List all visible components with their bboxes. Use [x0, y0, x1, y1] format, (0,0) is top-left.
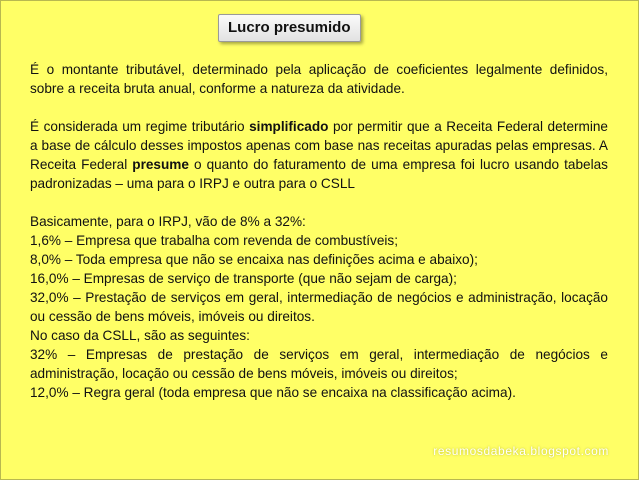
regime-text-2: por permitir que a Receita Federal determine a base de cálculo desses impostos apenas com base nas receitas apuradas pelas empresas. A Receita Federal: [30, 119, 608, 172]
csll-intro: No caso da CSLL, são as seguintes:: [30, 328, 250, 343]
regime-paragraph: [30, 117, 608, 193]
blog-watermark: resumosdabeka.blogspot.com: [433, 444, 609, 458]
csll-item: 32% – Empresas de prestação de serviços em geral, intermediação de negócios e administração, locação ou cessão de bens móveis, imóveis ou direitos;: [30, 347, 608, 381]
irpj-item: 32,0% – Prestação de serviços em geral, intermediação de negócios e administração, locação ou cessão de bens móveis, imóveis ou direitos.: [30, 290, 608, 324]
irpj-item: 1,6% – Empresa que trabalha com revenda de combustíveis;: [30, 233, 398, 248]
definition-paragraph: É o montante tributável, determinado pela aplicação de coeficientes legalmente definidos, sobre a receita bruta anual, conforme a natureza da atividade.: [30, 62, 608, 96]
regime-text-3: o quanto do faturamento de uma empresa foi lucro usando tabelas padronizadas – uma para o IRPJ e outra para o CSLL: [30, 157, 608, 191]
csll-item: 12,0% – Regra geral (toda empresa que não se encaixa na classificação acima).: [30, 385, 516, 400]
slide-title: Lucro presumido: [218, 14, 361, 42]
irpj-item: 8,0% – Toda empresa que não se encaixa nas definições acima e abaixo);: [30, 252, 478, 267]
regime-bold-simplificado: simplificado: [249, 119, 329, 134]
regime-text-1: É considerada um regime tributário: [30, 119, 250, 134]
slide-content: [30, 60, 608, 402]
regime-bold-presume: presume: [132, 157, 189, 172]
irpj-item: 16,0% – Empresas de serviço de transporte (que não sejam de carga);: [30, 271, 457, 286]
irpj-intro: Basicamente, para o IRPJ, vão de 8% a 32%:: [30, 214, 306, 229]
